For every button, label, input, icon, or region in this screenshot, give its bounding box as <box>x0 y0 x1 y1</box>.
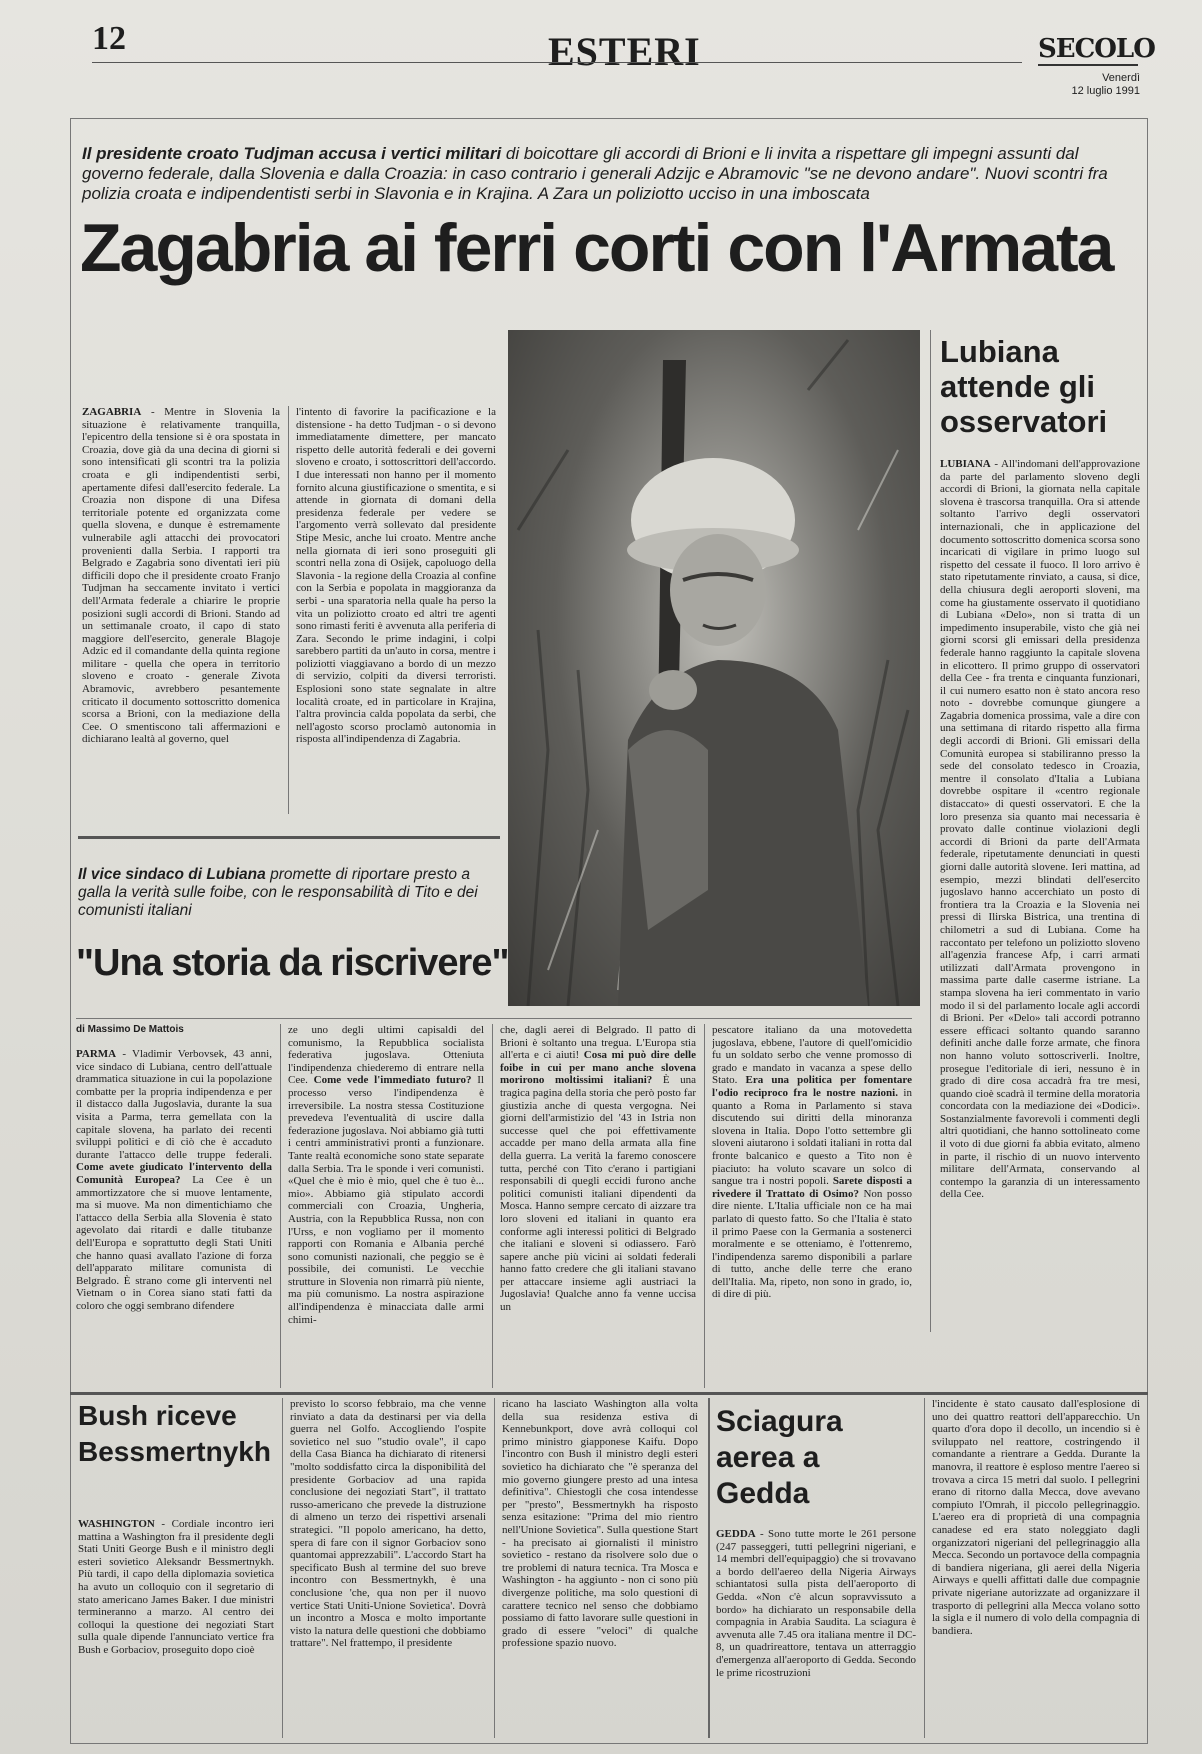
col-rule <box>924 1398 925 1738</box>
byline-rule <box>76 1018 912 1019</box>
foibe-kicker-text: promette di riportare presto a galla la verità sulle foibe, con le responsabilità di Tito e dei comunisti italiani <box>78 866 478 919</box>
gedda-col-1: GEDDA - Sono tutte morte le 261 persone (247 passeggeri, tutti pellegrini nigeriani, e 14 membri dell'equipaggio) che si trovavano a bordo dell'aereo della Nigeria Airways schiantatosi sulla pista dell'aeroporto di Gedda. «Non c'è alcun sopravvissuto a bordo» ha dichiarato un responsabile della compagnia in Arabia Saudita. La sciagura è avvenuta alle 7.45 ora italiana mentre il DC-8, un quadrireattore, tentava un atterraggio d'emergenza all'aeroporto di Gedda. Secondo le prime ricostruzioni <box>716 1528 916 1679</box>
bush-col-1: WASHINGTON - Cordiale incontro ieri mattina a Washington fra il presidente degli Stati Uniti George Bush e il ministro degli esteri sovietico Aleksandr Bessmertnykh. Più tardi, il capo della diplomazia sovietica ha avuto un colloquio con il segretario di stato americano James Baker. I due ministri termineranno a marzo. Al centro dei colloqui la questione dei negoziati Start sulla quale dipende l'annunciato vertice fra Bush e Gorbaciov, proseguito dopo cioè <box>78 1518 274 1656</box>
sidebar-rule <box>930 330 931 1332</box>
lubiana-headline: Lubiana attende gli osservatori <box>940 334 1108 439</box>
foibe-kicker-lead: Il vice sindaco di Lubiana <box>78 866 266 883</box>
main-col-1: ZAGABRIA - Mentre in Slovenia la situazione è relativamente tranquilla, l'epicentro della tensione si è ora spostata in Croazia, dove già da una decina di giorni si sono intensificati gli scontri tra la polizia croata e gli indipendentisti serbi, apertamente difesi dall'esercito federale. La Croazia non dispone di una Difesa territoriale potente ed organizzata come quella slovena, e dunque è estremamente vulnerabile agli attacchi dei provocatori provenienti dalla Serbia. I rapporti tra Belgrado e Zagabria sono diventati ieri più difficili dopo che il presidente croato Franjo Tudjman ha seccamente invitato i vertici dell'Armata federale a chiarire le proprie posizioni sugli accordi di Brioni. Stando ad un settimanale croato, il capo di stato maggiore dell'esercito, generale Blagoje Adzic ed il comandante della quinta regione militare - quella che opera in territorio sloveno e croato - generale Zivota Abramovic, avrebbero pesantemente criticato il documento sottoscritto domenica scorsa a Brioni, con la mediazione della Cee. O smentiscono tali affermazioni e dichiarano lealtà al governo, quel <box>82 406 280 746</box>
main-headline: Zagabria ai ferri corti con l'Armata <box>80 210 1113 286</box>
col-rule <box>704 1024 705 1388</box>
foibe-kicker <box>78 866 478 920</box>
date-day: Venerdì <box>1102 72 1140 84</box>
main-kicker <box>82 144 1142 204</box>
gedda-col-2: l'incidente è stato causato dall'esplosione di uno dei quattro reattori dell'apparecchio. Un quarto d'ora dopo il decollo, un incendio si è sviluppato nel reattore, costringendo il comandante a rientrare a Gedda. Durante la manovra, il reattore è esploso mentre l'aereo si trovava a circa 15 metri dal suolo. I pellegrini erano di ritorno dalla Mecca, dove avevano compiuto l'Omrah, il piccolo pellegrinaggio. L'aereo era di proprietà di una compagnia canadese ed era stato noleggiato dagli organizzatori nigeriani del pellegrinaggio alla Mecca. Secondo un portavoce della compagnia di bandiera nigeriana, gli aerei della Nigeria Airways e quelli affittati dalle due compagnie private nigeriane autorizzate ad organizzare il trasporto di pellegrini alla Mecca volano sotto la sigla e il numero di volo della compagnia di bandiera. <box>932 1398 1140 1637</box>
date-full: 12 luglio 1991 <box>1071 85 1140 97</box>
lubiana-body: LUBIANA - All'indomani dell'approvazione da parte del parlamento sloveno degli accordi di Brioni, la giornata nella capitale slovena è trascorsa tranquilla. Ora si attende soltanto l'arrivo degli osservatori internazionali, che in applicazione del documento sottoscritto domenica scorsa sono incaricati di vigilare in primo luogo sul rispetto del cessate il fuoco. Il loro arrivo è stato ripetutamente rinviato, a causa, si dice, della chiusura degli aeroporti sloveni, ma come ha giustamente osservato il quotidiano di Lubiana «Delo», non si tratta di un impedimento insuperabile, visto che già nei giorni scorsi gli emissari della presidenza federale hanno raggiunto la capitale slovena in elicottero. Il primo gruppo di osservatori della Cee - fra trenta e cinquanta funzionari, il cui numero esatto non è stato ancora reso noto - dovrebbe comunque giungere a Zagabria domenica prossima, vale a dire con una settimana di ritardo rispetto alla firma degli accordi di Brioni. Gli emissari della Comunità europea si stabiliranno presso la sede del consolato tedesco in Croazia, mentre il consolato d'Italia a Lubiana dovrebbe ospitare il «centro regionale distaccato» di questi osservatori. E che la loro presenza sia quanto mai necessaria è provato dalle continue violazioni degli accordi di Brioni da parte dell'Armata federale, ripetutamente denunciati in questi giorni dalle autorità slovene. Ieri mattina, ad esempio, mezzi blindati dell'esercito jugoslavo hanno accerchiato un posto di frontiera tra la Croazia e la Slovenia nei pressi di Ilirska Bistrica, una trentina di chilometri a sud di Lubiana. Come ha raccontato per telefono un poliziotto sloveno all'agenzia francese Afp, i carri armati utilizzati dall'Armata provengono in massima parte dalle caserme istriane. La stampa slovena ha ieri commentato in vario modo il sì del parlamento locale agli accordi di Brioni. Per «Delo» tali accordi potranno essere efficaci soltanto quando saranno definiti anche dalle forze armate, che finora non hanno voluto sottoscriverli. Inoltre, prosegue l'editoriale di ieri, nessuno è in grado di dire cosa accadrà fra tre mesi, quando cioè scadrà il termine della moratoria concordata con la mediazione dei «Dodici». Sostanzialmente favorevoli i commenti degli altri quotidiani, che hanno sottolineato come il voto di due giorni fa abbia evitato, almeno in parte, il rischio di un nuovo intervento militare dell'Armata, conservando al contempo la garanzia di un interessamento della Cee. <box>940 458 1140 1201</box>
col-rule <box>494 1398 495 1738</box>
soldier-photo <box>508 330 920 1006</box>
col-rule <box>282 1398 283 1738</box>
main-col-2: l'intento di favorire la pacificazione e la distensione - ha detto Tudjman - o si devono immediatamente dimettere, per mancato rispetto delle autorità federali e dei governi sloveno e croato, i sottoscrittori dell'accordo. I due interessati non hanno per il momento fornito alcuna giustificazione o smentita, e si attende in giornata di domani della presidenza federale per vedere se l'argomento verrà sollevato dal presidente Stipe Mesic, anche lui croato. Mentre anche nella giornata di ieri sono proseguiti gli scontri nella zona di Osijek, capoluogo della Slavonia - la regione della Croazia al confine con la Serbia e popolata in maggioranza da serbi - una sparatoria nella quale ha perso la vita un poliziotto croato ed altri tre agenti sono rimasti feriti è avvenuta alla periferia di Zara. Secondo le prime indagini, i colpi sarebbero partiti da un'auto in corsa, mentre i poliziotti viaggiavano a bordo di un mezzo di servizio, colpiti da diversi terroristi. Esplosioni sono state segnalate in altre località croate, ed in particolare in Krajina, l'altra provincia calda popolata da serbi, che nell'agosto scorso proclamò autonomia in risposta all'indipendenza di Zagabria. <box>296 406 496 746</box>
bush-headline: Bush riceve Bessmertnykh <box>78 1400 271 1467</box>
foibe-col-3: che, dagli aerei di Belgrado. Il patto di Brioni è soltanto una tregua. L'Europa stia all'erta e ci aiuti! Cosa mi può dire delle foibe in cui per mano anche slovena morirono moltissimi italiani? È una tragica pagina della storia che però posto far giustizia anche di questa vergogna. Nei giorni dell'armistizio del '43 in Istria non successe quel che poi effettivamente accadde per mano della armata alla fine della guerra. La verità la faremo conoscere tutta, perché con Tito c'erano i partigiani responsabili di quegli eccidi furono anche politici comunisti italiani dipendenti da Mosca. Hanno sempre cercato di aizzare tra loro sloveni ed italiani in quanto era conforme agli interessi politici di Belgrado che italiani e sloveni si odiassero. Farò sapere anche più vicini ai soldati federali hanno fatto credere che gli italiani stavano per attaccare insieme agli austriaci la Jugoslavia! Qualche anno fa venne uccisa un <box>500 1024 696 1314</box>
foibe-col-2: ze uno degli ultimi capisaldi del comunismo, la Repubblica socialista federativa jugoslava. Otteniuta l'indipendenza chiederemo di entrare nella Cee. Come vede l'immediato futuro? Il processo verso l'indipendenza è irreversibile. La nostra stessa Costituzione prevedeva l'eventualità di uscire dalla federazione jugoslava. Noi abbiamo già tutti i centri amministrativi pronti a funzionare. Tante realtà economiche sono state separate dalla Serbia. Tra le sponde i veri comunisti. «Quel che è mio è mio, quel che è tuo è... mio». Abbiamo già stipulato accordi commerciali con Croazia, Ungheria, Austria, con la Repubblica Russa, non con l'Urss, e non vogliamo per il momento rapporti con Romania e Albania perché sono comunisti nazionali, che peggio se è possibile, dei comunisti. Le vecchie strutture in Slovenia non rimarrà più niente, ma più comunismo. La nostra aspirazione all'indipendenza è minacciata dalle armi chimi- <box>288 1024 484 1326</box>
col-rule <box>288 406 289 814</box>
masthead-logo: SECOLO <box>1038 34 1155 64</box>
dateline <box>1050 72 1140 98</box>
foibe-col-4: pescatore italiano da una motovedetta jugoslava, ebbene, l'autore di quell'omicidio fu un soldato serbo che venne promosso di grado e mandato in vacanza a spese dello Stato. Era una politica per fomentare l'odio reciproco fra le nostre nazioni. in quanto a Roma in Parlamento si stava discutendo sui diritti della minoranza slovena in Italia. Dopo l'otto settembre gli sloveni aiutarono i soldati italiani in rotta dal fronte balcanico e questo a Tito non è piaciuto: ha voluto scavare un solco di sangue tra i nostri popoli. Sarete disposti a rivedere il Trattato di Osimo? Non posso dire niente. L'Italia ufficiale non ce ha mai parlato di questo fatto. So che l'Italia è stato il primo Paese con la Germania a sostenerci moralmente e se otteniamo, è l'ottenremo, l'indipendenza saremo disponibili a parlare di tutto, anche delle terre che erano dell'Italia. Ma, ripeto, non sono in grado, io, di dire di più. <box>712 1024 912 1301</box>
gedda-headline: Sciagura aerea a Gedda <box>716 1405 843 1510</box>
soldier-illustration <box>508 330 920 1006</box>
foibe-headline: "Una storia da riscrivere" <box>76 942 509 984</box>
story-rule <box>708 1398 710 1738</box>
section-divider <box>78 836 500 839</box>
section-divider <box>70 1392 1148 1395</box>
main-kicker-lead: Il presidente croato Tudjman accusa i vertici militari <box>82 144 502 163</box>
header-rule <box>92 62 1022 63</box>
main-kicker-text: di boicottare gli accordi di Brioni e li invita a rispettare gli impegni assunti dal governo federale, dalla Slovenia e dalla Croazia: in caso contrario i generali Adzijc e Abramovic "se ne devono andare". Nuovi scontri fra polizia croata e indipendentisti serbi in Slavonia e in Krajina. A Zara un poliziotto ucciso in una imboscata <box>82 144 1108 203</box>
section-title: ESTERI <box>548 29 701 74</box>
foibe-byline: di Massimo De Mattois <box>76 1024 184 1035</box>
bush-col-3: ricano ha lasciato Washington alla volta della sua residenza estiva di Kennebunkport, dove avrà colloqui col primo ministro giapponese Kaifu. Dopo l'incontro con Bush il ministro degli esteri sovietico ha dichiarato che "è speranza del mio governo giungere presto ad una intesa definitiva". Chiestogli che cosa intendesse per "presto", Bessmertnykh ha risposto senza esitazione: "Prima del mio rientro nell'Unione Sovietica". Sulla questione Start - ha precisato ai giornalisti il ministro sovietico - restano da risolvere solo due o tre problemi di natura tecnica. Tra Mosca e Washington - ha aggiunto - non ci sono più divergenze politiche, ma solo questioni di carattere tecnico nel senso che dobbiamo possiamo di fatto lavorare sulle questioni in grado di essere "veloci" di qualche professione spazio nuovo. <box>502 1398 698 1650</box>
page-number: 12 <box>92 20 126 57</box>
masthead-underline <box>1038 64 1138 66</box>
bush-col-2: previsto lo scorso febbraio, ma che venne rinviato a data da destinarsi per via della guerra nel Golfo. Accogliendo l'ospite sovietico nel suo "studio ovale", il capo della Casa Bianca ha dichiarato di ritenersi "molto soddisfatto circa la disponibilità del presidente Gorbaciov ad una rapida conclusione dei negoziati Start", il trattato russo-americano che prevede la distruzione di almeno un terzo dei rispettivi arsenali strategici. "Il popolo americano, ha detto, spera di fare con il signor Gorbaciov sono quantomai apprezzabili". L'accordo Start ha specificato Bush al termine del suo breve incontro con Bessmertnykh, è una conclusione 'che, qua non per il nuovo vertice Stati Uniti-Unione Sovietica'. Dovrà un incontro a Mosca e molto importante visto la natura delle questioni che dobbiamo trattare". Nel frattempo, il presidente <box>290 1398 486 1650</box>
col-rule <box>492 1024 493 1388</box>
foibe-col-1: PARMA - Vladimir Verbovsek, 43 anni, vice sindaco di Lubiana, centro dell'attuale drammatica situazione in cui la popolazione combatte per la propria indipendenza e per il distacco dalla Jugoslavia, durante la sua visita a Parma, terra gemellata con la capitale slovena, ha parlato dei recenti sviluppi politici e di ciò che è accaduto durante l'attacco delle truppe federali. Come avete giudicato l'intervento della Comunità Europea? La Cee è un ammortizzatore che si muove lentamente, ma si muove. Ma non dimentichiamo che l'attacco della Serbia alla Slovenia è stato agevolato dai ritardi e dalle titubanze dell'Europa e soprattutto degli Stati Uniti che hanno quasi avallato l'azione di forza dell'apparato militare comunista di Belgrado. È strano come gli interventi nel Vietnam o in Corea siano stati fatti da coloro che oggi sembrano difendere <box>76 1048 272 1312</box>
col-rule <box>280 1024 281 1388</box>
